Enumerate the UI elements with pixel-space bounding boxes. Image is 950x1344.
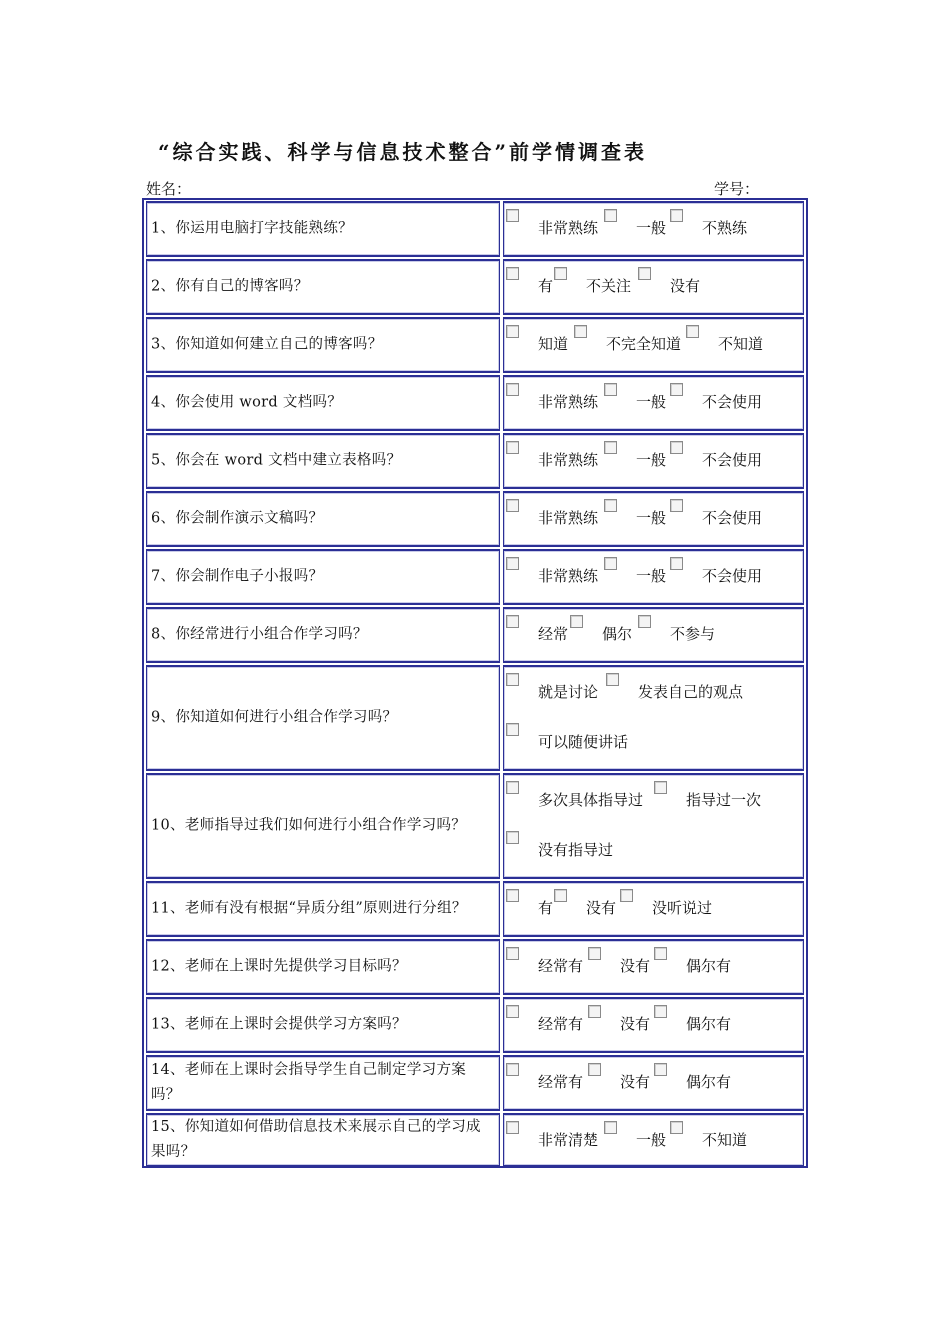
option-label: 不完全知道 (606, 335, 682, 353)
option-label: 知道 (538, 335, 569, 353)
question-cell (146, 607, 500, 663)
option-label: 可以随便讲话 (538, 733, 629, 751)
checkbox[interactable] (654, 1005, 667, 1018)
option-label: 不会使用 (702, 509, 763, 527)
question-text: 2、你有自己的博客吗？ (151, 278, 309, 295)
option-label: 没听说过 (652, 899, 713, 917)
option-label: 没有指导过 (538, 841, 614, 859)
option-label: 非常熟练 (538, 509, 599, 527)
question-row (146, 432, 804, 490)
option-label: 有 (538, 899, 554, 917)
checkbox[interactable] (506, 325, 519, 338)
option-label: 指导过一次 (686, 791, 762, 809)
question-row (146, 1112, 804, 1168)
checkbox[interactable] (588, 1005, 601, 1018)
question-cell (146, 1113, 500, 1167)
checkbox[interactable] (506, 615, 519, 628)
checkbox[interactable] (506, 889, 519, 902)
checkbox[interactable] (588, 1063, 601, 1076)
option-label: 经常 (538, 625, 569, 643)
answer-cell (503, 491, 804, 547)
question-text: 5、你会在 word 文档中建立表格吗？ (151, 452, 402, 469)
option-label: 经常有 (538, 1015, 584, 1033)
checkbox[interactable] (506, 1063, 519, 1076)
option-label: 偶尔有 (686, 957, 732, 975)
checkbox[interactable] (670, 1121, 683, 1134)
checkbox[interactable] (506, 831, 519, 844)
option-label: 偶尔有 (686, 1073, 732, 1091)
question-cell (146, 997, 500, 1053)
name-label: 姓名： (146, 180, 192, 198)
checkbox[interactable] (604, 383, 617, 396)
answer-cell (503, 259, 804, 315)
question-cell (146, 549, 500, 605)
question-row (146, 490, 804, 548)
option-label: 多次具体指导过 (538, 791, 644, 809)
checkbox[interactable] (604, 499, 617, 512)
answer-cell (503, 549, 804, 605)
question-text: 1、你运用电脑打字技能熟练？ (151, 220, 353, 237)
option-label: 一般 (636, 509, 667, 527)
question-text: 11、老师有没有根据“异质分组”原则进行分组？ (151, 900, 467, 917)
question-cell (146, 1055, 500, 1111)
question-row (146, 374, 804, 432)
option-label: 偶尔 (602, 625, 633, 643)
option-label: 不会使用 (702, 451, 763, 469)
checkbox[interactable] (606, 673, 619, 686)
question-text: 14、老师在上课时会指导学生自己制定学习方案吗？ (151, 1062, 467, 1103)
page-title: “综合实践、科学与信息技术整合”前学情调查表 (158, 140, 648, 164)
checkbox[interactable] (620, 889, 633, 902)
question-cell (146, 773, 500, 879)
answer-cell (503, 317, 804, 373)
question-row (146, 200, 804, 258)
option-label: 不熟练 (702, 219, 748, 237)
answer-cell (503, 607, 804, 663)
option-label: 一般 (636, 219, 667, 237)
checkbox[interactable] (506, 267, 519, 280)
checkbox[interactable] (670, 209, 683, 222)
question-cell (146, 375, 500, 431)
checkbox[interactable] (686, 325, 699, 338)
question-cell (146, 317, 500, 373)
answer-cell (503, 997, 804, 1053)
option-label: 不知道 (718, 335, 764, 353)
question-row (146, 880, 804, 938)
question-text: 10、老师指导过我们如何进行小组合作学习吗？ (151, 817, 467, 834)
checkbox[interactable] (670, 383, 683, 396)
question-cell (146, 881, 500, 937)
checkbox[interactable] (506, 383, 519, 396)
question-row (146, 258, 804, 316)
checkbox[interactable] (506, 781, 519, 794)
question-text: 7、你会制作电子小报吗？ (151, 568, 324, 585)
checkbox[interactable] (554, 889, 567, 902)
option-label: 偶尔有 (686, 1015, 732, 1033)
question-text: 3、你知道如何建立自己的博客吗？ (151, 336, 383, 353)
question-cell (146, 491, 500, 547)
answer-cell (503, 375, 804, 431)
question-cell (146, 201, 500, 257)
option-label: 不关注 (586, 277, 632, 295)
checkbox[interactable] (638, 615, 651, 628)
checkbox[interactable] (670, 499, 683, 512)
checkbox[interactable] (506, 1121, 519, 1134)
checkbox[interactable] (554, 267, 567, 280)
answer-cell (503, 665, 804, 771)
option-label: 没有 (620, 1015, 651, 1033)
option-label: 没有 (620, 1073, 651, 1091)
option-label: 经常有 (538, 957, 584, 975)
checkbox[interactable] (574, 325, 587, 338)
question-row (146, 664, 804, 772)
option-label: 非常熟练 (538, 393, 599, 411)
question-text: 4、你会使用 word 文档吗？ (151, 394, 343, 411)
question-row (146, 996, 804, 1054)
question-text: 15、你知道如何借助信息技术来展示自己的学习成果吗？ (151, 1119, 481, 1160)
option-label: 不会使用 (702, 393, 763, 411)
question-cell (146, 433, 500, 489)
checkbox[interactable] (506, 499, 519, 512)
option-label: 经常有 (538, 1073, 584, 1091)
answer-cell (503, 433, 804, 489)
checkbox[interactable] (604, 209, 617, 222)
answer-cell (503, 773, 804, 879)
checkbox[interactable] (506, 441, 519, 454)
checkbox[interactable] (654, 1063, 667, 1076)
option-label: 不参与 (670, 625, 716, 643)
question-cell (146, 665, 500, 771)
option-label: 非常清楚 (538, 1131, 599, 1149)
question-row (146, 938, 804, 996)
answer-cell (503, 1113, 804, 1167)
option-label: 没有 (670, 277, 701, 295)
checkbox[interactable] (506, 723, 519, 736)
checkbox[interactable] (654, 781, 667, 794)
option-label: 有 (538, 277, 554, 295)
checkbox[interactable] (604, 1121, 617, 1134)
checkbox[interactable] (604, 557, 617, 570)
question-cell (146, 939, 500, 995)
question-row (146, 606, 804, 664)
checkbox[interactable] (506, 947, 519, 960)
question-row (146, 1054, 804, 1112)
checkbox[interactable] (638, 267, 651, 280)
checkbox[interactable] (506, 557, 519, 570)
option-label: 就是讨论 (538, 683, 599, 701)
checkbox[interactable] (604, 441, 617, 454)
question-cell (146, 259, 500, 315)
question-text: 12、老师在上课时先提供学习目标吗？ (151, 958, 407, 975)
option-label: 非常熟练 (538, 451, 599, 469)
option-label: 一般 (636, 1131, 667, 1149)
checkbox[interactable] (506, 1005, 519, 1018)
option-label: 一般 (636, 567, 667, 585)
checkbox[interactable] (506, 673, 519, 686)
option-label: 没有 (586, 899, 617, 917)
option-label: 不知道 (702, 1131, 748, 1149)
answer-cell (503, 881, 804, 937)
checkbox[interactable] (654, 947, 667, 960)
option-label: 一般 (636, 451, 667, 469)
question-text: 6、你会制作演示文稿吗？ (151, 510, 324, 527)
question-row (146, 548, 804, 606)
option-label: 非常熟练 (538, 219, 599, 237)
checkbox[interactable] (570, 615, 583, 628)
checkbox[interactable] (670, 441, 683, 454)
checkbox[interactable] (588, 947, 601, 960)
question-row (146, 772, 804, 880)
question-text: 9、你知道如何进行小组合作学习吗？ (151, 709, 398, 726)
answer-cell (503, 201, 804, 257)
student-id-label: 学号： (714, 180, 760, 198)
option-label: 发表自己的观点 (638, 683, 744, 701)
checkbox[interactable] (670, 557, 683, 570)
answer-cell (503, 1055, 804, 1111)
question-row (146, 316, 804, 374)
question-text: 8、你经常进行小组合作学习吗？ (151, 626, 368, 643)
checkbox[interactable] (506, 209, 519, 222)
option-label: 没有 (620, 957, 651, 975)
option-label: 一般 (636, 393, 667, 411)
question-text: 13、老师在上课时会提供学习方案吗？ (151, 1016, 407, 1033)
option-label: 不会使用 (702, 567, 763, 585)
survey-table (142, 198, 808, 1168)
option-label: 非常熟练 (538, 567, 599, 585)
answer-cell (503, 939, 804, 995)
